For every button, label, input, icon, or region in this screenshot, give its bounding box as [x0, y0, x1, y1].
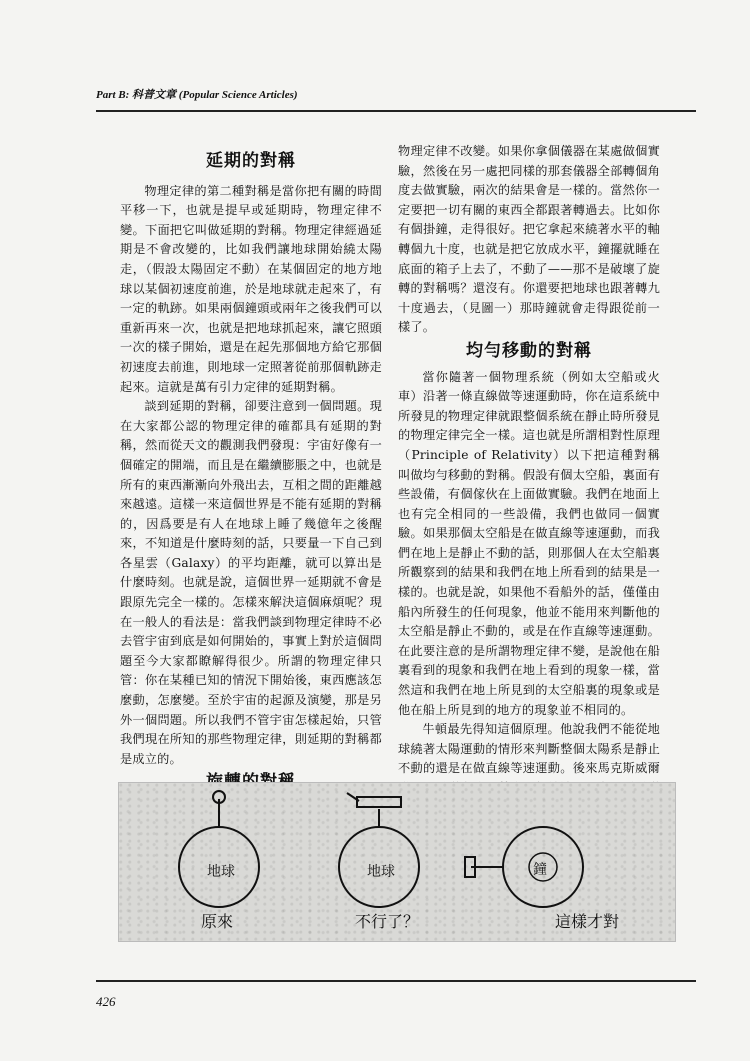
- page-number: 426: [96, 994, 116, 1009]
- paragraph: 當你隨著一個物理系統（例如太空船或火車）沿著一條直線做等速運動時，你在這系統中所發見的物理定律就跟整個系統在靜止時所發見的物理定律完全一樣。這也就是所謂相對性原理（Principle of Relativity）以下把這種對稱叫做均勻移動的對稱。假設有個太空船，裏面有些設備，有個傢伙在上面做實驗。我們在地面上也有完全相同的一些設備，我們也做同一個實驗。如果那個太空船是在做直線等速運動，而我們在地上是靜止不動的話，則那個人在太空船裏所觀察到的結果和我們在地上所看到的結果是一樣的。也就是說，如果他不看船外的話，僅僅由船內所發生的任何現象，他並不能用來判斷他的太空船是靜止不動的，或是在作直線等速運動。在此要注意的是所謂物理定律不變，是說他在船裏看到的現象和我們在地上看到的現象一樣，當然這和我們在地上所見到的太空船裏的現象或是他在船上所見到的地方的現象並不相同的。: [398, 369, 660, 717]
- figure-caption-wrong: 不行了？: [355, 912, 420, 931]
- figure-caption-correct: 這樣才對: [555, 912, 620, 931]
- figure-caption-original: 原來: [201, 912, 234, 931]
- paragraph: 物理定律的第二種對稱是當你把有關的時間平移一下，也就是提早或延期時，物理定律不變。下面把它叫做延期的對稱。物理定律經過延期是不會改變的，比如我們讓地球開始繞太陽走，（假設太陽固定不動）在某個固定的地方地球以某個初速度前進，於是地球就走起來了，有一定的軌跡。如果兩個鐘頭或兩年之後我們可以重新再來一次，也就是把地球抓起來，讓它照頭一次的樣子開始，還是在起先那個地方給它那個初速度去前進，則地球一定照著從前那個軌跡走起來。這就是萬有引力定律的延期對稱。: [120, 183, 382, 394]
- left-column: [120, 142, 382, 840]
- paragraph: 物理定律不改變。如果你拿個儀器在某處做個實驗，然後在另一處把同樣的那套儀器全部轉個角度去做實驗，兩次的結果會是一樣的。當然你一定要把一切有關的東西全都跟著轉過去。比如你有個掛鐘，走得很好。把它拿起來繞著水平的軸轉個九十度，也就是把它放成水平，鐘擺就睡在底面的箱子上去了，不動了——那不是破壞了旋轉的對稱嗎？還沒有。你還要把地球也跟著轉九十度過去，（見圖一）那時鐘就會走得跟從前一樣了。: [398, 144, 660, 335]
- running-head: Part B: 科普文章 (Popular Science Articles): [96, 89, 298, 101]
- footer-rule: [96, 980, 696, 982]
- earth-label: 地球: [207, 864, 235, 880]
- earth-label: 地球: [367, 864, 395, 880]
- paragraph: 談到延期的對稱，卻要注意到一個問題。現在大家都公認的物理定律的確都具有延期的對稱，然而從天文的觀測我們發現：宇宙好像有一個確定的開端，而且是在繼續膨脹之中，也就是所有的東西漸漸向外飛出去，互相之間的距離越來越遠。這樣一來這個世界是不能有延期的對稱的，因爲要是有人在地球上睡了幾億年之後醒來，不知道是什麼時刻的話，只要量一下自己到各星雲（Galaxy）的平均距離，就可以算出是什麼時刻。也就是說，這個世界一延期就不會是跟原先完全一樣的。怎樣來解決這個麻煩呢？現在一般人的看法是：當我們談到物理定律時不必去管宇宙到底是如何開始的，事實上對於這個問題至今大家都瞭解得很少。所謂的物理定律只管：你在某種已知的情況下開始後，東西應該怎麼動，怎麼變。至於宇宙的起源及演變，那是另外一個問題。所以我們不管宇宙怎樣起始，只管我們現在所知的那些物理定律，則延期的對稱都是成立的。: [120, 399, 382, 766]
- figure-clock-earth: [118, 782, 676, 942]
- header-rule: [96, 110, 696, 112]
- clock-icon-2: [357, 797, 401, 807]
- paragraph: 牛頓最先得知這個原理。他說我們不能從地球繞著太陽運動的情形來判斷整個太陽系是靜止不動的還是在做直線等速運動。後來馬克斯威爾: [398, 722, 660, 776]
- right-column: [398, 142, 660, 857]
- clock-label: 鐘: [533, 862, 547, 878]
- section-heading-delay-symmetry: 延期的對稱: [206, 151, 296, 171]
- section-heading-uniform-motion-symmetry: 均勻移動的對稱: [466, 340, 592, 361]
